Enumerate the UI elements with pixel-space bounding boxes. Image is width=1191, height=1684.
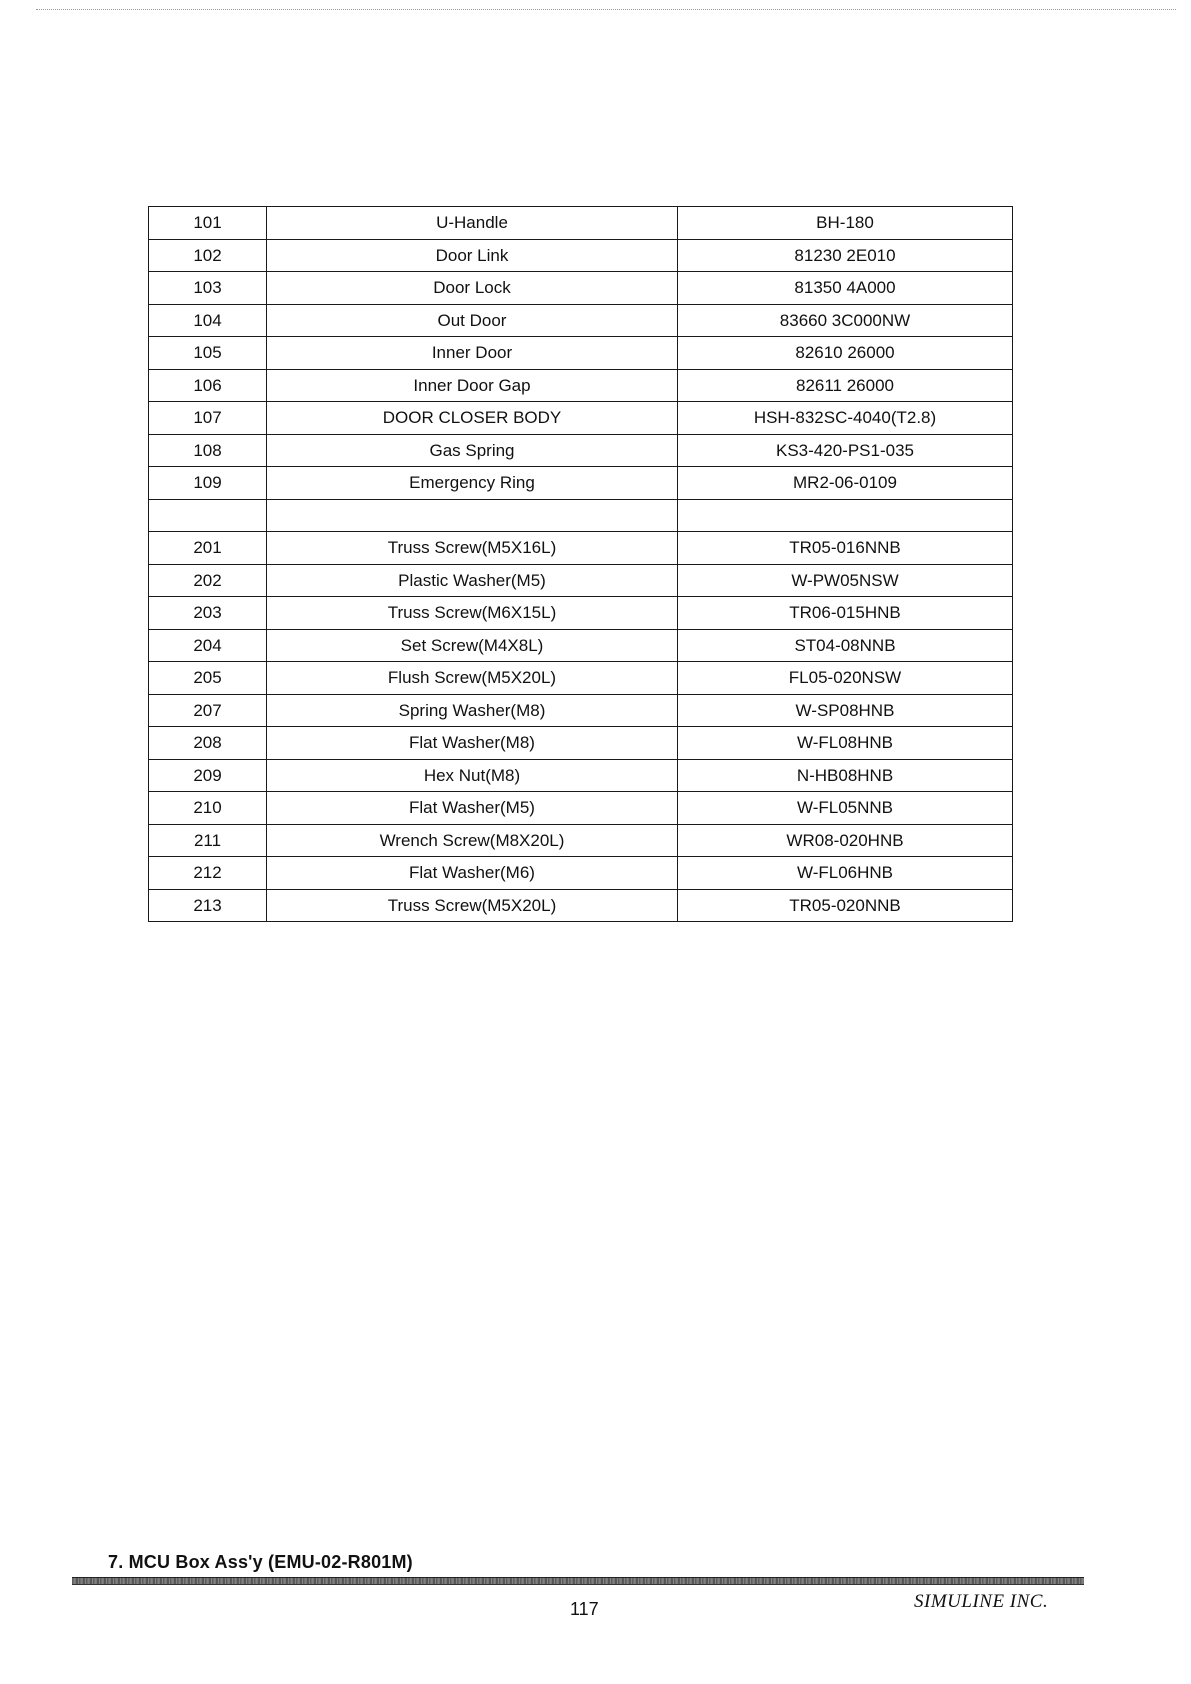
item-number-cell: 101: [149, 207, 267, 240]
item-number-cell: 203: [149, 597, 267, 630]
item-number-cell: [149, 499, 267, 532]
part-number-cell: MR2-06-0109: [678, 467, 1013, 500]
table-row: [149, 304, 1013, 337]
description-cell: Flat Washer(M6): [267, 857, 678, 890]
part-number-cell: TR05-020NNB: [678, 889, 1013, 922]
part-number-cell: HSH-832SC-4040(T2.8): [678, 402, 1013, 435]
table-row: [149, 467, 1013, 500]
item-number-cell: 209: [149, 759, 267, 792]
description-cell: Truss Screw(M6X15L): [267, 597, 678, 630]
part-number-cell: 81350 4A000: [678, 272, 1013, 305]
item-number-cell: 202: [149, 564, 267, 597]
description-cell: Door Link: [267, 239, 678, 272]
part-number-cell: W-FL05NNB: [678, 792, 1013, 825]
item-number-cell: 201: [149, 532, 267, 565]
description-cell: DOOR CLOSER BODY: [267, 402, 678, 435]
description-cell: Wrench Screw(M8X20L): [267, 824, 678, 857]
part-number-cell: W-FL06HNB: [678, 857, 1013, 890]
table-row: [149, 532, 1013, 565]
item-number-cell: 108: [149, 434, 267, 467]
description-cell: Truss Screw(M5X16L): [267, 532, 678, 565]
item-number-cell: 107: [149, 402, 267, 435]
table-row: [149, 629, 1013, 662]
top-dotted-edge: [36, 9, 1176, 10]
page-number: 117: [570, 1599, 599, 1619]
description-cell: Out Door: [267, 304, 678, 337]
company-name: SIMULINE INC.: [914, 1591, 1049, 1612]
table-row: [149, 207, 1013, 240]
item-number-cell: 104: [149, 304, 267, 337]
description-cell: Flat Washer(M5): [267, 792, 678, 825]
description-cell: Truss Screw(M5X20L): [267, 889, 678, 922]
table-row: [149, 239, 1013, 272]
item-number-cell: 103: [149, 272, 267, 305]
part-number-cell: TR05-016NNB: [678, 532, 1013, 565]
part-number-cell: 82611 26000: [678, 369, 1013, 402]
part-number-cell: W-SP08HNB: [678, 694, 1013, 727]
part-number-cell: FL05-020NSW: [678, 662, 1013, 695]
table-row: [149, 857, 1013, 890]
part-number-cell: [678, 499, 1013, 532]
description-cell: Emergency Ring: [267, 467, 678, 500]
item-number-cell: 208: [149, 727, 267, 760]
table-row: [149, 564, 1013, 597]
table-row: [149, 694, 1013, 727]
table-row: [149, 272, 1013, 305]
item-number-cell: 109: [149, 467, 267, 500]
item-number-cell: 204: [149, 629, 267, 662]
part-number-cell: WR08-020HNB: [678, 824, 1013, 857]
item-number-cell: 205: [149, 662, 267, 695]
item-number-cell: 211: [149, 824, 267, 857]
description-cell: Flush Screw(M5X20L): [267, 662, 678, 695]
part-number-cell: TR06-015HNB: [678, 597, 1013, 630]
part-number-cell: KS3-420-PS1-035: [678, 434, 1013, 467]
table-row: [149, 337, 1013, 370]
description-cell: Inner Door Gap: [267, 369, 678, 402]
part-number-cell: N-HB08HNB: [678, 759, 1013, 792]
description-cell: Hex Nut(M8): [267, 759, 678, 792]
table-row: [149, 662, 1013, 695]
item-number-cell: 207: [149, 694, 267, 727]
description-cell: Inner Door: [267, 337, 678, 370]
part-number-cell: 83660 3C000NW: [678, 304, 1013, 337]
table-row: [149, 369, 1013, 402]
table-row: [149, 402, 1013, 435]
table-row: [149, 889, 1013, 922]
item-number-cell: 106: [149, 369, 267, 402]
part-number-cell: 81230 2E010: [678, 239, 1013, 272]
item-number-cell: 102: [149, 239, 267, 272]
footer-rule: [72, 1577, 1084, 1585]
item-number-cell: 212: [149, 857, 267, 890]
parts-table-body: [149, 207, 1013, 922]
part-number-cell: W-PW05NSW: [678, 564, 1013, 597]
description-cell: U-Handle: [267, 207, 678, 240]
table-row: [149, 597, 1013, 630]
table-row: [149, 434, 1013, 467]
item-number-cell: 105: [149, 337, 267, 370]
description-cell: Flat Washer(M8): [267, 727, 678, 760]
description-cell: [267, 499, 678, 532]
table-row: [149, 759, 1013, 792]
description-cell: Door Lock: [267, 272, 678, 305]
description-cell: Spring Washer(M8): [267, 694, 678, 727]
table-row: [149, 499, 1013, 532]
part-number-cell: BH-180: [678, 207, 1013, 240]
description-cell: Gas Spring: [267, 434, 678, 467]
section-title: 7. MCU Box Ass'y (EMU-02-R801M): [108, 1552, 413, 1572]
description-cell: Set Screw(M4X8L): [267, 629, 678, 662]
item-number-cell: 210: [149, 792, 267, 825]
item-number-cell: 213: [149, 889, 267, 922]
table-row: [149, 727, 1013, 760]
table-row: [149, 792, 1013, 825]
parts-table: [148, 206, 1013, 922]
part-number-cell: 82610 26000: [678, 337, 1013, 370]
part-number-cell: W-FL08HNB: [678, 727, 1013, 760]
table-row: [149, 824, 1013, 857]
description-cell: Plastic Washer(M5): [267, 564, 678, 597]
part-number-cell: ST04-08NNB: [678, 629, 1013, 662]
